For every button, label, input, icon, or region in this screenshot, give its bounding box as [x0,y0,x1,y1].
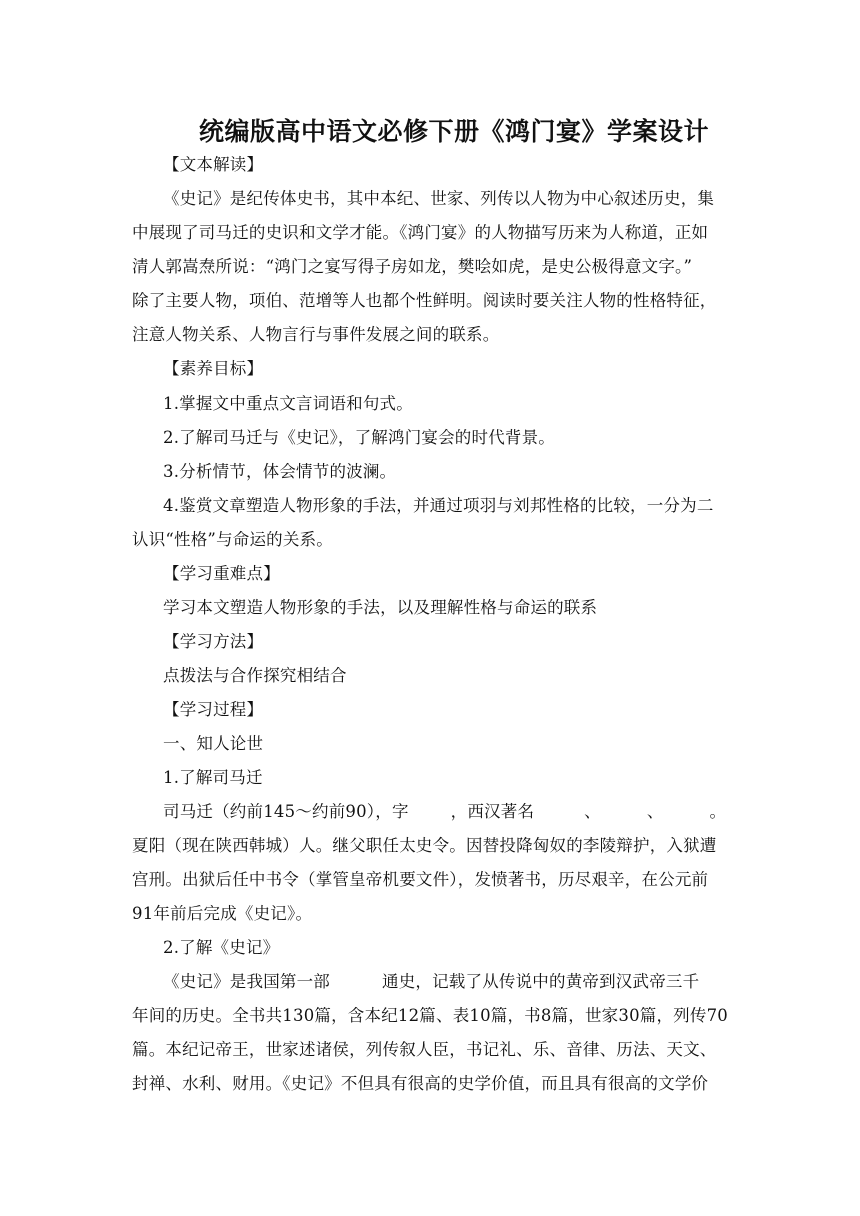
paragraph-line: 清人郭嵩焘所说：“鸿门之宴写得子房如龙，樊哙如虎，是史公极得意文字。” [132,257,693,276]
paragraph-line: 《史记》是纪传体史书，其中本纪、世家、列传以人物为中心叙述历史，集 [163,189,715,208]
paragraph-line: 91年前后完成《史记》。 [132,904,313,923]
process-part-heading: 一、知人论世 [163,734,264,753]
process-subheading: 1.了解司马迁 [163,768,263,787]
goal-item: 1.掌握文中重点文言词语和句式。 [163,394,413,413]
goal-item: 3.分析情节，体会情节的波澜。 [163,462,397,481]
paragraph-line: 注意人物关系、人物言行与事件发展之间的联系。 [132,325,500,344]
fill-blank-text: 通史，记载了从传说中的黄帝到汉武帝三千 [382,972,700,991]
fill-blank-text: 、 [646,802,664,821]
section-heading-methods: 【学习方法】 [163,632,264,651]
goal-item-continued: 认识“性格”与命运的关系。 [132,530,333,549]
fill-blank-text: 《史记》是我国第一部 [163,972,330,991]
document-title: 统编版高中语文必修下册《鸿门宴》学案设计 [198,117,709,146]
paragraph-line: 封禅、水利、财用。《史记》不但具有很高的史学价值，而且具有很高的文学价 [132,1074,709,1093]
section-heading-process: 【学习过程】 [163,700,264,719]
fill-blank-line [163,971,699,993]
fill-blank-text: 。 [709,802,727,821]
paragraph-line: 宫刑。出狱后任中书令（掌管皇帝机要文件），发愤著书，历尽艰辛，在公元前 [132,870,709,889]
process-subheading: 2.了解《史记》 [163,938,280,957]
paragraph-line: 中展现了司马迁的史识和文学才能。《鸿门宴》的人物描写历来为人称道，正如 [132,223,709,242]
paragraph-line: 年间的历史。全书共130篇，含本纪12篇、表10篇，书8篇，世家30篇，列传70 [132,1006,728,1025]
goal-item: 2.了解司马迁与《史记》，了解鸿门宴会的时代背景。 [163,428,555,447]
fill-blank-line [163,801,726,823]
goal-item: 4.鉴赏文章塑造人物形象的手法，并通过项羽与刘邦性格的比较，一分为二 [163,496,714,515]
methods-text: 点拨法与合作探究相结合 [163,666,347,685]
key-points-text: 学习本文塑造人物形象的手法，以及理解性格与命运的联系 [163,598,598,617]
section-heading-literacy-goals: 【素养目标】 [163,359,264,378]
section-heading-text-reading: 【文本解读】 [163,155,264,174]
section-heading-key-points: 【学习重难点】 [163,564,280,583]
paragraph-line: 篇。本纪记帝王，世家述诸侯，列传叙人臣，书记礼、乐、音律、历法、天文、 [132,1040,717,1059]
fill-blank-text: 司马迁（约前145～约前90），字 [163,802,409,821]
paragraph-line: 除了主要人物，项伯、范增等人也都个性鲜明。阅读时要关注人物的性格特征， [132,291,717,310]
paragraph-line: 夏阳（现在陕西韩城）人。继父职任太史令。因替投降匈奴的李陵辩护，入狱遭 [132,836,717,855]
fill-blank-text: 、 [584,802,601,821]
fill-blank-text: ，西汉著名 [450,802,535,821]
